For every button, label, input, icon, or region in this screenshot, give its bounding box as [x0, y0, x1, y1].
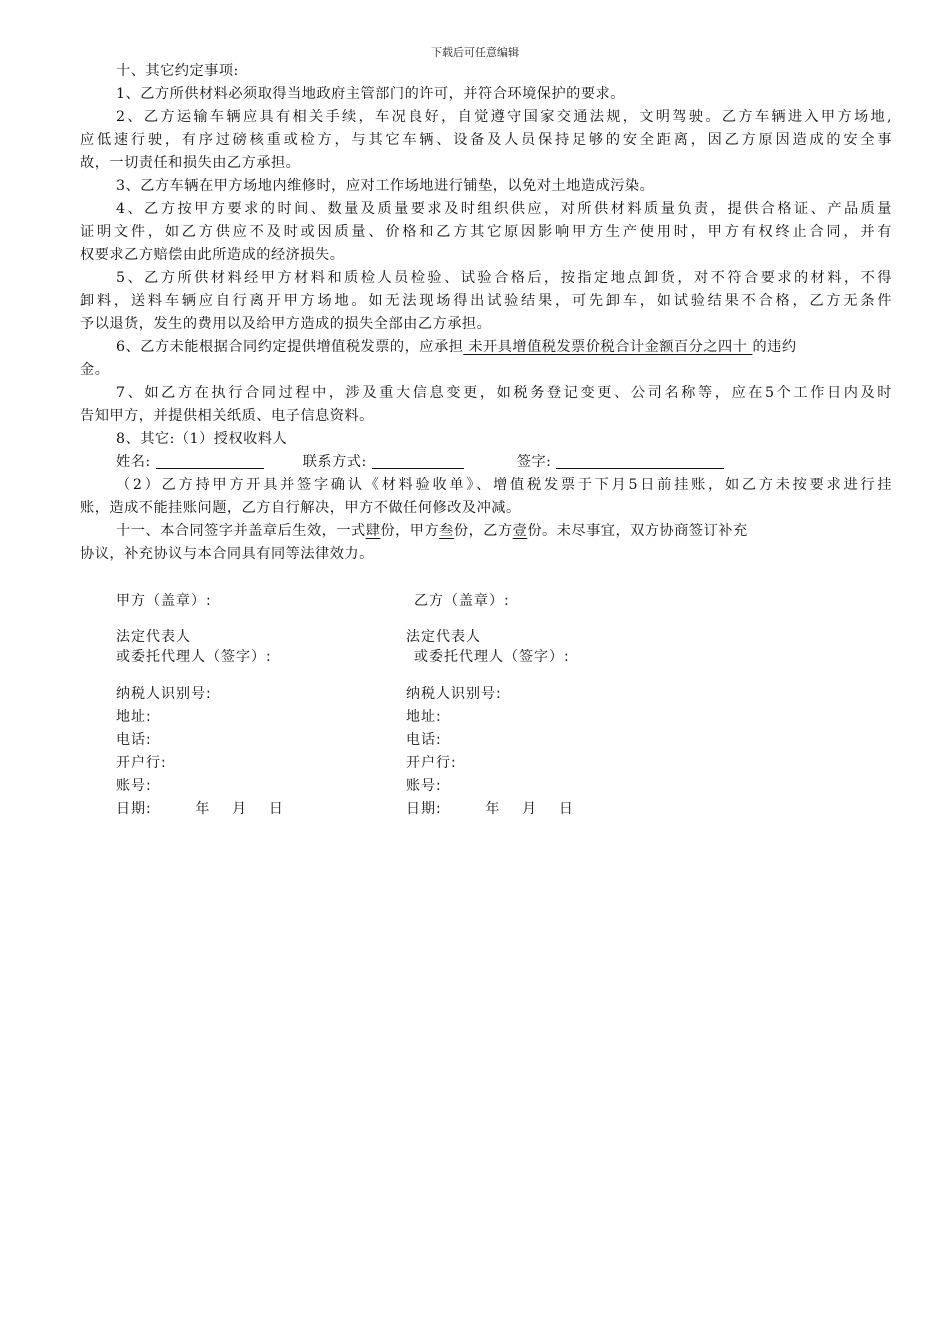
receiver-sign-blank[interactable]: [556, 452, 724, 469]
clause-4-line-1: 4、乙方按甲方要求的时间、数量及质量要求及时组织供应，对所供材料质量负责，提供合格证、产品质量: [116, 201, 892, 217]
party-b-rep-line-1: 法定代表人: [406, 629, 481, 645]
header-note: 下载后可任意编辑: [431, 46, 519, 59]
party-a-address: 地址:: [116, 709, 152, 725]
section-10-title: 十、其它约定事项:: [116, 63, 239, 79]
clause-5-line-1: 5、乙方所供材料经甲方材料和质检人员检验、试验合格后，按指定地点卸货，对不符合要求的材料，不得: [116, 270, 892, 286]
section-11-text-4: 份。未尽事宜，双方协商签订补充: [527, 523, 748, 539]
party-b-column: [406, 590, 574, 821]
clause-2-line-2: 应低速行驶，有序过磅核重或检方，与其它车辆、设备及人员保持足够的安全距离，因乙方原因造成的安全事: [80, 132, 892, 148]
clause-2-line-3: 故，一切责任和损失由乙方承担。: [80, 155, 301, 171]
party-b-phone: 电话:: [406, 732, 442, 748]
receiver-contact-label: 联系方式:: [302, 454, 367, 470]
party-b-address: 地址:: [406, 709, 442, 725]
receiver-sign-label: 签字:: [516, 454, 552, 470]
clause-6-text-before: 6、乙方未能根据合同约定提供增值税发票的，应承担: [116, 339, 464, 355]
party-a-rep-line-1: 法定代表人: [116, 629, 191, 645]
total-copies: 肆: [365, 523, 381, 539]
contract-body: [80, 60, 892, 566]
clause-8-p2-line-1: （2）乙方持甲方开具并签字确认《材料验收单》、增值税发票于下月5日前挂账，如乙方未按要求进行挂: [116, 477, 892, 493]
section-11-text-1: 十一、本合同签字并盖章后生效，一式: [116, 523, 366, 539]
clause-6-line-1: [80, 336, 892, 359]
clause-4-line-3: 权要求乙方赔偿由此所造成的经济损失。: [80, 247, 345, 263]
party-b-bank: 开户行:: [406, 755, 457, 771]
party-b-copies: 壹: [512, 523, 528, 539]
party-a-date: 日期: 年 月 日: [116, 801, 284, 817]
section-11-text-2: 份，甲方: [380, 523, 440, 539]
receiver-contact-blank[interactable]: [372, 452, 464, 469]
clause-3: 3、乙方车辆在甲方场地内维修时，应对工作场地进行铺垫，以免对土地造成污染。: [116, 178, 655, 194]
party-a-copies: 叁: [439, 523, 454, 539]
clause-6-text-after: 的违约: [752, 339, 797, 355]
party-b-tax-id: 纳税人识别号:: [406, 686, 502, 702]
party-a-rep-line-2: 或委托代理人（签字）:: [116, 649, 272, 665]
clause-6-line-2: 金。: [80, 362, 110, 378]
party-b-account: 账号:: [406, 778, 442, 794]
party-a-bank: 开户行:: [116, 755, 167, 771]
clause-8-p2-line-2: 账，造成不能挂账问题，乙方自行解决，甲方不做任何修改及冲减。: [80, 500, 521, 516]
party-b-date: 日期: 年 月 日: [406, 801, 574, 817]
party-a-account: 账号:: [116, 778, 152, 794]
section-11-line-2: 协议，补充协议与本合同具有同等法律效力。: [80, 546, 374, 562]
clause-4-line-2: 证明文件，如乙方供应不及时或因质量、价格和乙方其它原因影响甲方生产使用时，甲方有权终止合同，并有: [80, 224, 892, 240]
receiver-name-label: 姓名:: [116, 454, 151, 470]
clause-7-line-2: 告知甲方，并提供相关纸质、电子信息资料。: [80, 408, 374, 424]
clause-1: 1、乙方所供材料必须取得当地政府主管部门的许可，并符合环境保护的要求。: [116, 86, 625, 102]
clause-5-line-2: 卸料，送料车辆应自行离开甲方场地。如无法现场得出试验结果，可先卸车，如试验结果不合格，乙方无条件: [80, 293, 892, 309]
party-a-column: [116, 590, 284, 821]
party-b-seal: 乙方（盖章）:: [414, 593, 510, 609]
receiver-name-blank[interactable]: [156, 452, 264, 469]
clause-5-line-3: 予以退货，发生的费用以及给甲方造成的损失全部由乙方承担。: [80, 316, 492, 332]
section-11-line-1: [80, 520, 892, 543]
party-b-rep-line-2: 或委托代理人（签字）:: [414, 649, 570, 665]
party-a-tax-id: 纳税人识别号:: [116, 686, 212, 702]
receiver-fields: [80, 451, 892, 474]
clause-7-line-1: 7、如乙方在执行合同过程中，涉及重大信息变更，如税务登记变更、公司名称等，应在5个工作日内及时: [116, 385, 892, 401]
party-a-phone: 电话:: [116, 732, 152, 748]
party-a-seal: 甲方（盖章）:: [116, 593, 212, 609]
clause-2-line-1: 2、乙方运输车辆应具有相关手续，车况良好，自觉遵守国家交通法规，文明驾驶。乙方车辆进入甲方场地,: [116, 109, 892, 125]
section-11-text-3: 份，乙方: [453, 523, 513, 539]
clause-8-title: 8、其它:（1）授权收料人: [116, 431, 288, 447]
clause-6-filled-value: 未开具增值税发票价税合计金额百分之四十: [463, 339, 753, 355]
